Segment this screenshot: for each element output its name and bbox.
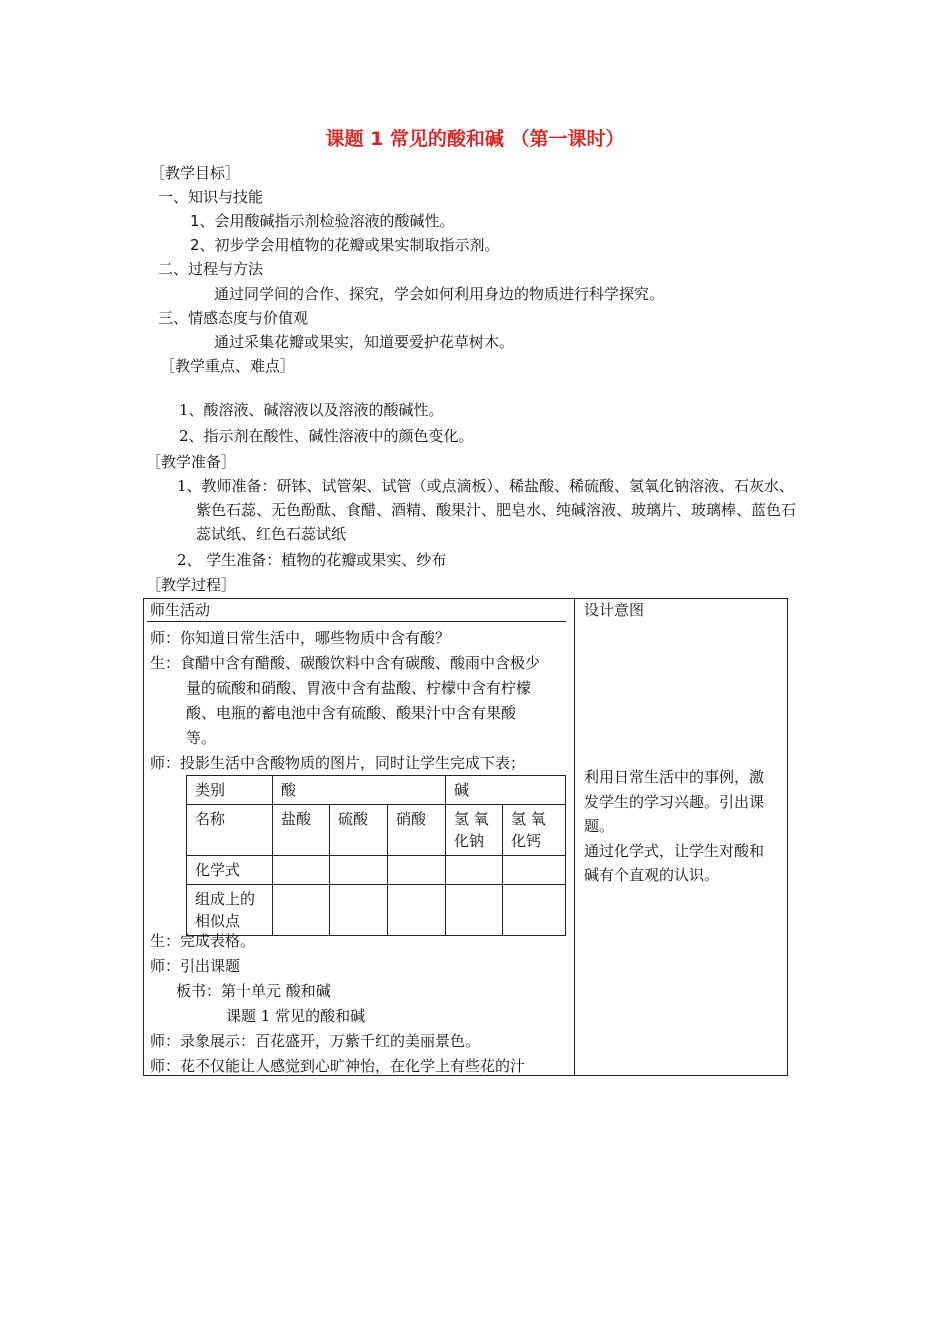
objective-section-3: 三、情感态度与价值观: [158, 309, 309, 327]
table-cell: [273, 885, 330, 936]
preparation-heading: ［教学准备］: [146, 453, 237, 471]
teacher-prep-line-1: 1、教师准备：研钵、试管架、试管（或点滴板）、稀盐酸、稀硫酸、氢氧化钠溶液、石灰水、: [177, 477, 795, 495]
teacher-prep-line-3: 蕊试纸、红色石蕊试纸: [196, 525, 347, 543]
column-divider: [574, 598, 575, 1076]
intent-line: 通过化学式，让学生对酸和: [584, 842, 765, 860]
table-cell: [388, 856, 446, 885]
table-cell: [446, 885, 503, 936]
board-line-2: 课题 1 常见的酸和碱: [226, 1007, 366, 1025]
table-cell: 氢 氧 化钙: [503, 805, 566, 856]
dialog-line: 酸、电瓶的蓄电池中含有硫酸、酸果汁中含有果酸: [186, 704, 517, 722]
dialog-line: 师：投影生活中含酸物质的图片，同时让学生完成下表；: [150, 754, 526, 772]
objective-item-2-1: 通过同学间的合作、探究，学会如何利用身边的物质进行科学探究。: [214, 285, 665, 303]
dialog-line: 等。: [186, 729, 217, 747]
table-cell: [446, 856, 503, 885]
table-cell: 氢 氧 化钠: [446, 805, 503, 856]
table-cell: 碱: [446, 776, 566, 805]
table-cell: [330, 856, 388, 885]
table-cell: 名称: [187, 805, 273, 856]
dialog-line: 师：录象展示：百花盛开，万紫千红的美丽景色。: [150, 1032, 481, 1050]
objective-section-1: 一、知识与技能: [158, 188, 264, 206]
dialog-line: 量的硫酸和硝酸、胃液中含有盐酸、柠檬中含有柠檬: [186, 679, 532, 697]
table-cell: 化学式: [187, 856, 273, 885]
dialog-line: 生：完成表格。: [150, 932, 256, 950]
keypoint-2: 2、指示剂在酸性、碱性溶液中的颜色变化。: [179, 427, 474, 445]
intent-line: 题。: [584, 817, 615, 835]
table-cell: [503, 885, 566, 936]
teacher-prep-line-2: 紫色石蕊、无色酚酞、食醋、酒精、酸果汁、肥皂水、纯碱溶液、玻璃片、玻璃棒、蓝色石: [196, 501, 797, 519]
board-line-1: 板书：第十单元 酸和碱: [176, 982, 331, 1000]
dialog-line: 师：花不仅能让人感觉到心旷神怡，在化学上有些花的汁: [150, 1057, 526, 1075]
page-title: 课题 1 常见的酸和碱 （第一课时）: [325, 128, 625, 150]
table-cell: [273, 856, 330, 885]
dialog-line: 师：你知道日常生活中，哪些物质中含有酸？: [150, 629, 451, 647]
student-prep: 2、 学生准备：植物的花瓣或果实、纱布: [177, 551, 447, 569]
dialog-line: 生：食醋中含有醋酸、碳酸饮料中含有碳酸、酸雨中含极少: [150, 654, 541, 672]
keypoint-1: 1、酸溶液、碱溶液以及溶液的酸碱性。: [179, 401, 444, 419]
col-header-intent: 设计意图: [584, 601, 645, 619]
table-cell: [330, 885, 388, 936]
process-heading: ［教学过程］: [146, 576, 237, 594]
table-cell: 硫酸: [330, 805, 388, 856]
objective-item-1-1: 1、会用酸碱指示剂检验溶液的酸碱性。: [190, 212, 455, 230]
header-underline: [147, 621, 566, 622]
table-cell: 盐酸: [273, 805, 330, 856]
intent-line: 碱有个直观的认识。: [584, 866, 720, 884]
intent-line: 利用日常生活中的事例，激: [584, 768, 765, 786]
acid-base-table: [186, 775, 566, 936]
intent-line: 发学生的学习兴趣。引出课: [584, 793, 765, 811]
objective-item-3-1: 通过采集花瓣或果实，知道要爱护花草树木。: [214, 333, 515, 351]
col-header-activity: 师生活动: [150, 601, 211, 619]
dialog-line: 师：引出课题: [150, 957, 241, 975]
keypoints-heading: ［教学重点、难点］: [160, 357, 296, 375]
table-cell: 类别: [187, 776, 273, 805]
table-cell: 酸: [273, 776, 446, 805]
table-cell: 组成上的相似点: [187, 885, 273, 936]
table-cell: 硝酸: [388, 805, 446, 856]
table-cell: [503, 856, 566, 885]
table-cell: [388, 885, 446, 936]
objective-section-2: 二、过程与方法: [158, 260, 264, 278]
objectives-heading: ［教学目标］: [150, 164, 241, 182]
objective-item-1-2: 2、初步学会用植物的花瓣或果实制取指示剂。: [190, 236, 500, 254]
